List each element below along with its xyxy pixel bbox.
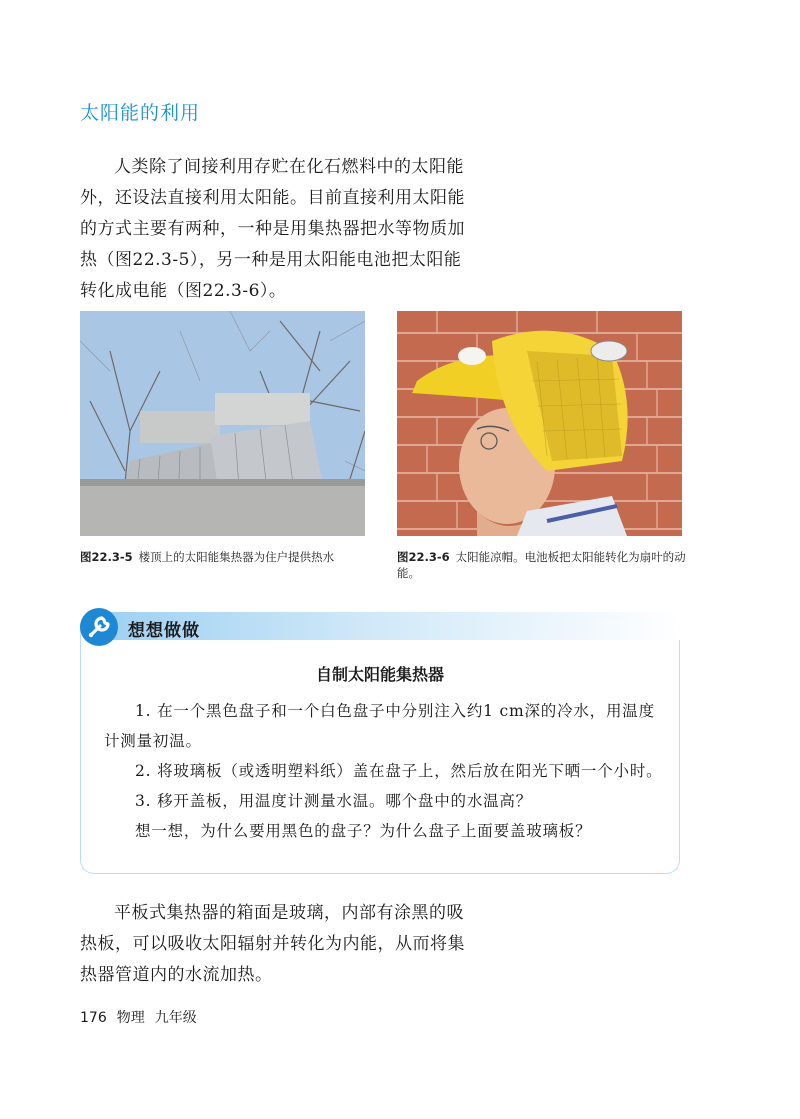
wrench-icon xyxy=(80,608,118,646)
solar-cap-photo xyxy=(397,311,682,536)
step-1: 1. 在一个黑色盘子和一个白色盘子中分别注入约1 cm深的冷水，用温度计测量初温。 xyxy=(104,702,655,750)
section-title: 太阳能的利用 xyxy=(80,102,201,124)
step-2: 2. 将玻璃板（或透明塑料纸）盖在盘子上，然后放在阳光下晒一个小时。 xyxy=(135,762,663,780)
activity-header-label: 想想做做 xyxy=(128,621,200,641)
activity-steps xyxy=(104,696,670,846)
grade-label: 九年级 xyxy=(154,1010,197,1026)
page-number: 176 xyxy=(80,1010,107,1026)
think-question: 想一想，为什么要用黑色的盘子？为什么盘子上面要盖玻璃板？ xyxy=(135,822,592,840)
activity-title: 自制太阳能集热器 xyxy=(315,665,444,684)
figure-number: 图22.3-5 xyxy=(80,550,133,564)
figure-text: 太阳能凉帽。电池板把太阳能转化为扇叶的动能。 xyxy=(397,550,686,580)
intro-paragraph: 人类除了间接利用存贮在化石燃料中的太阳能外，还设法直接利用太阳能。目前直接利用太阳能的方式主要有两种，一种是用集热器把水等物质加热（图22.3-5），另一种是用太阳能电池把太阳能转化成电能（图22.3-6）。 xyxy=(80,157,465,301)
closing-paragraph: 平板式集热器的箱面是玻璃，内部有涂黑的吸热板，可以吸收太阳辐射并转化为内能，从而将集热器管道内的水流加热。 xyxy=(80,903,465,985)
page-footer xyxy=(80,1007,207,1027)
figure-text: 楼顶上的太阳能集热器为住户提供热水 xyxy=(138,550,335,564)
figure-number: 图22.3-6 xyxy=(397,550,450,564)
subject-label: 物理 xyxy=(116,1010,145,1026)
activity-header xyxy=(80,608,680,644)
step-3: 3. 移开盖板，用温度计测量水温。哪个盘中的水温高？ xyxy=(135,792,533,810)
figure-caption-1 xyxy=(80,549,370,565)
figure-caption-2 xyxy=(397,549,687,581)
solar-heater-photo xyxy=(80,311,365,536)
